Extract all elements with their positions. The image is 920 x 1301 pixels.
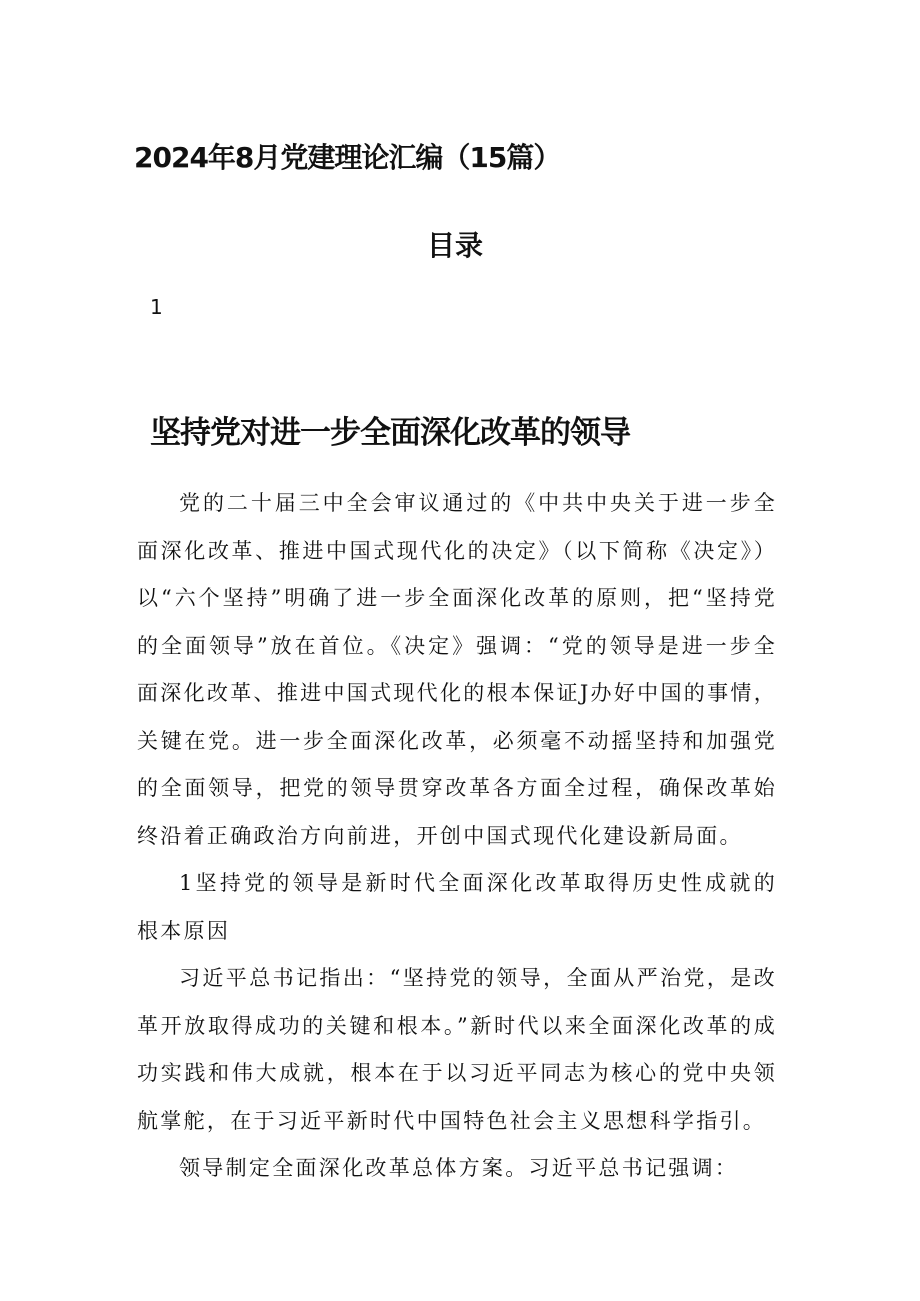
- toc-item-number: 1: [150, 295, 163, 319]
- document-title: 2024年8月党建理论汇编（15篇）: [134, 141, 561, 174]
- article-title: 坚持党对进一步全面深化改革的领导: [150, 415, 630, 451]
- body-paragraph: 党的二十届三中全会审议通过的《中共中央关于进一步全面深化改革、推进中国式现代化的决定》（以下简称《决定》）以“六个坚持”明确了进一步全面深化改革的原则，把“坚持党的全面领导”放在首位。《决定》强调：“党的领导是进一步全面深化改革、推进中国式现代化的根本保证J办好中国的事情，关键在党。进一步全面深化改革，必须毫不动摇坚持和加强党的全面领导，把党的领导贯穿改革各方面全过程，确保改革始终沿着正确政治方向前进，开创中国式现代化建设新局面。: [137, 491, 777, 848]
- body-paragraph: 习近平总书记指出：“坚持党的领导，全面从严治党，是改革开放取得成功的关键和根本。”新时代以来全面深化改革的成功实践和伟大成就，根本在于以习近平同志为核心的党中央领航掌舵，在于习近平新时代中国特色社会主义思想科学指引。: [137, 966, 777, 1133]
- toc-heading: 目录: [426, 229, 483, 262]
- section-heading: 1坚持党的领导是新时代全面深化改革取得历史性成就的根本原因: [137, 871, 777, 943]
- body-paragraph: 领导制定全面深化改革总体方案。习近平总书记强调：: [179, 1156, 739, 1180]
- article-body: [137, 480, 777, 1193]
